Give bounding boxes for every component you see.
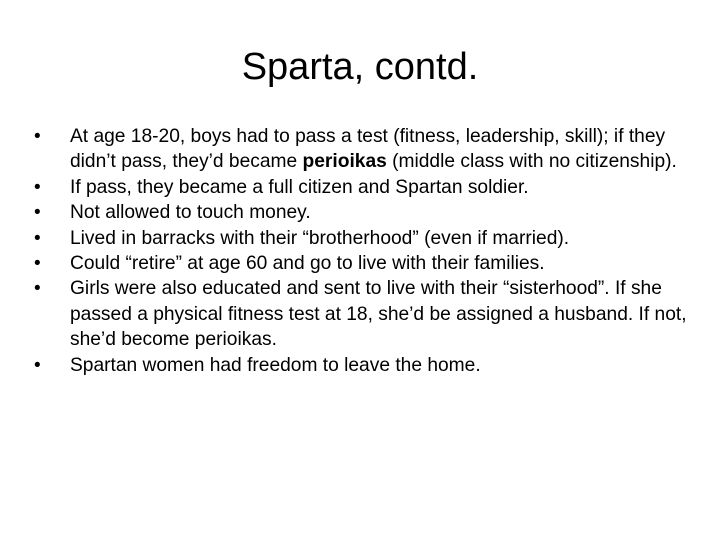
bullet-text: Spartan women had freedom to leave the home.: [70, 354, 481, 376]
bullet-item: [28, 251, 694, 276]
bullet-item: [28, 175, 694, 200]
bullet-item: [28, 276, 694, 352]
bullet-dot-icon: •: [34, 354, 41, 376]
slide-title: Sparta, contd.: [241, 46, 479, 88]
bullet-dot-icon: •: [34, 202, 41, 224]
bullet-text: Not allowed to touch money.: [70, 202, 311, 224]
bullet-list: [28, 124, 694, 378]
bullet-text-part: At age 18-20, boys had to pass a test (fitness, leadership, skill); if they didn’t pass, they’d became: [70, 126, 666, 173]
bullet-item: [28, 200, 694, 225]
bullet-text: Girls were also educated and sent to live with their “sisterhood”. If she passed a physical fitness test at 18, she’d be assigned a husband. If not, she’d become perioikas.: [70, 278, 687, 351]
bullet-bold-term: perioikas: [302, 151, 387, 173]
bullet-item: [28, 353, 694, 378]
bullet-text: If pass, they became a full citizen and Spartan soldier.: [70, 176, 529, 198]
bullet-text: Lived in barracks with their “brotherhood” (even if married).: [70, 227, 570, 249]
bullet-dot-icon: •: [34, 126, 41, 147]
bullet-text: Could “retire” at age 60 and go to live with their families.: [70, 253, 545, 275]
bullet-dot-icon: •: [34, 176, 41, 198]
bullet-text-part: (middle class with no citizenship).: [386, 151, 677, 173]
bullet-text: [70, 126, 677, 172]
bullet-dot-icon: •: [34, 227, 41, 249]
bullet-dot-icon: •: [34, 253, 41, 275]
bullet-item: [28, 124, 694, 175]
bullet-dot-icon: •: [34, 278, 41, 300]
bullet-item: [28, 226, 694, 251]
